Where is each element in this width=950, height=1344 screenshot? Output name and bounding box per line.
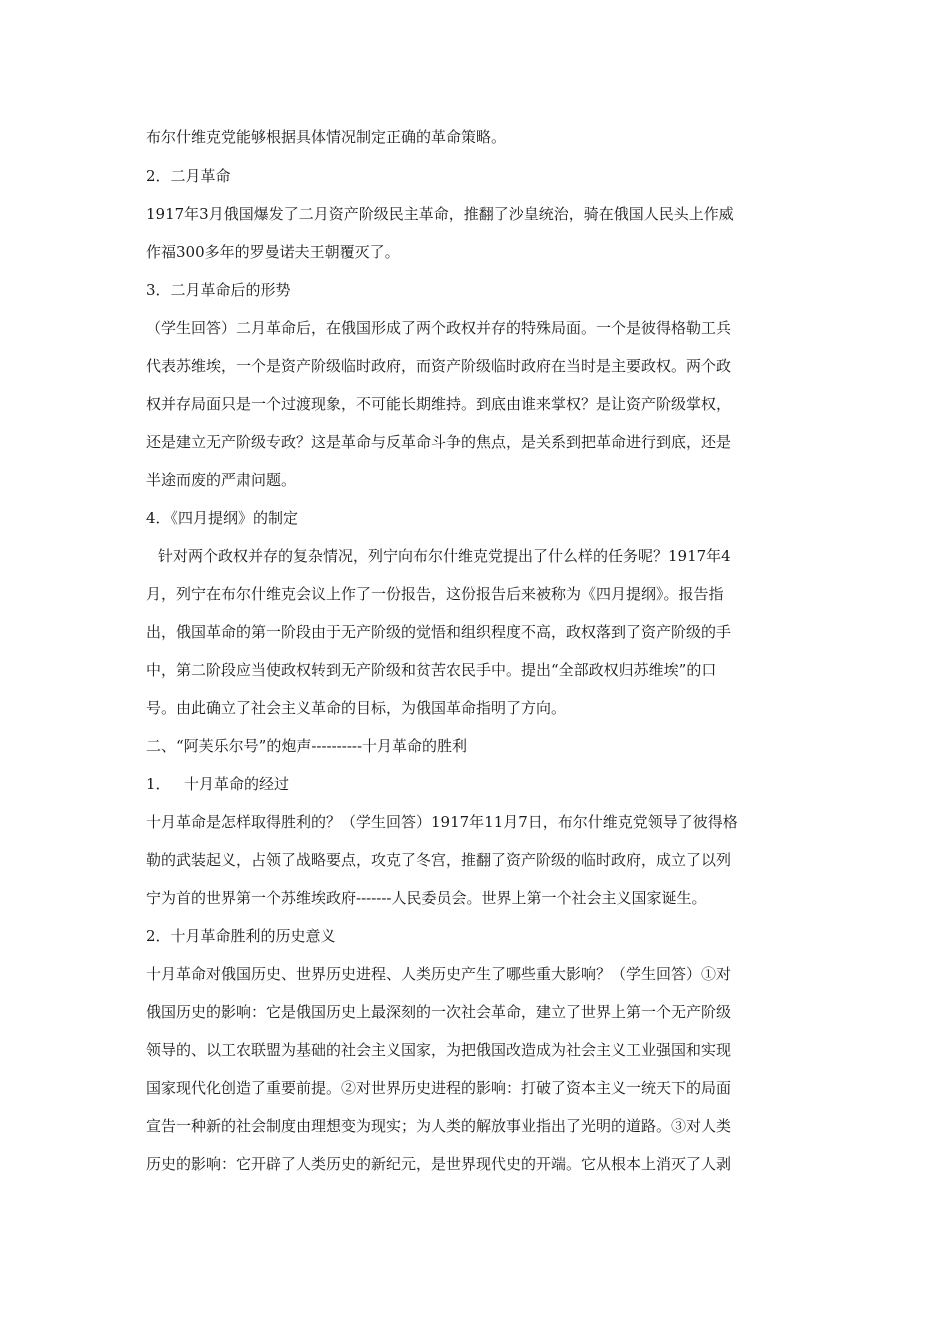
text-line: 十月革命是怎样取得胜利的？（学生回答）1917年11月7日，布尔什维克党领导了彼得格 — [146, 813, 738, 831]
text-line: 半途而废的严肃问题。 — [146, 471, 297, 489]
section-heading: 2．二月革命 — [146, 167, 231, 185]
text-line: 十月革命对俄国历史、世界历史进程、人类历史产生了哪些重大影响？（学生回答）①对 — [146, 965, 732, 983]
text-line: 勒的武装起义，占领了战略要点，攻克了冬宫，推翻了资产阶级的临时政府，成立了以列 — [146, 851, 732, 869]
section-number: 1． — [146, 775, 171, 793]
section-heading — [146, 774, 818, 794]
section-title: 十月革命的经过 — [184, 775, 290, 793]
section-heading: 2．十月革命胜利的历史意义 — [146, 927, 336, 945]
chapter-heading: 二、“阿芙乐尔号”的炮声----------十月革命的胜利 — [146, 737, 468, 755]
text-line: 还是建立无产阶级专政？这是革命与反革命斗争的焦点，是关系到把革命进行到底，还是 — [146, 433, 732, 451]
section-heading: 3．二月革命后的形势 — [146, 281, 291, 299]
text-line: 历史的影响：它开辟了人类历史的新纪元，是世界现代史的开端。它从根本上消灭了人剥 — [146, 1155, 732, 1173]
text-line: 国家现代化创造了重要前提。②对世界历史进程的影响：打破了资本主义一统天下的局面 — [146, 1079, 732, 1097]
section-heading: 4．《四月提纲》的制定 — [146, 509, 299, 527]
text-line: 布尔什维克党能够根据具体情况制定正确的革命策略。 — [146, 128, 507, 146]
text-line: 作福300多年的罗曼诺夫王朝覆灭了。 — [146, 243, 400, 261]
text-line: 出，俄国革命的第一阶段由于无产阶级的觉悟和组织程度不高，政权落到了资产阶级的手 — [146, 623, 732, 641]
text-line: 俄国历史的影响：它是俄国历史上最深刻的一次社会革命，建立了世界上第一个无产阶级 — [146, 1003, 732, 1021]
text-line: 1917年3月俄国爆发了二月资产阶级民主革命，推翻了沙皇统治，骑在俄国人民头上作威 — [146, 205, 734, 223]
text-line: 月，列宁在布尔什维克会议上作了一份报告，这份报告后来被称为《四月提纲》。报告指 — [146, 585, 724, 603]
text-line: （学生回答）二月革命后，在俄国形成了两个政权并存的特殊局面。一个是彼得格勒工兵 — [146, 319, 732, 337]
text-line: 宣告一种新的社会制度由理想变为现实；为人类的解放事业指出了光明的道路。③对人类 — [146, 1117, 732, 1135]
text-line: 领导的、以工农联盟为基础的社会主义国家，为把俄国改造成为社会主义工业强国和实现 — [146, 1041, 732, 1059]
text-line: 号。由此确立了社会主义革命的目标，为俄国革命指明了方向。 — [146, 699, 567, 717]
text-line: 宁为首的世界第一个苏维埃政府-------人民委员会。世界上第一个社会主义国家诞生。 — [146, 889, 707, 907]
text-line: 权并存局面只是一个过渡现象，不可能长期维持。到底由谁来掌权？是让资产阶级掌权， — [146, 395, 732, 413]
text-line: 针对两个政权并存的复杂情况，列宁向布尔什维克党提出了什么样的任务呢？1917年4 — [158, 547, 731, 565]
text-line: 中，第二阶段应当使政权转到无产阶级和贫苦农民手中。提出“全部政权归苏维埃”的口 — [146, 661, 717, 679]
text-line: 代表苏维埃，一个是资产阶级临时政府，而资产阶级临时政府在当时是主要政权。两个政 — [146, 357, 732, 375]
